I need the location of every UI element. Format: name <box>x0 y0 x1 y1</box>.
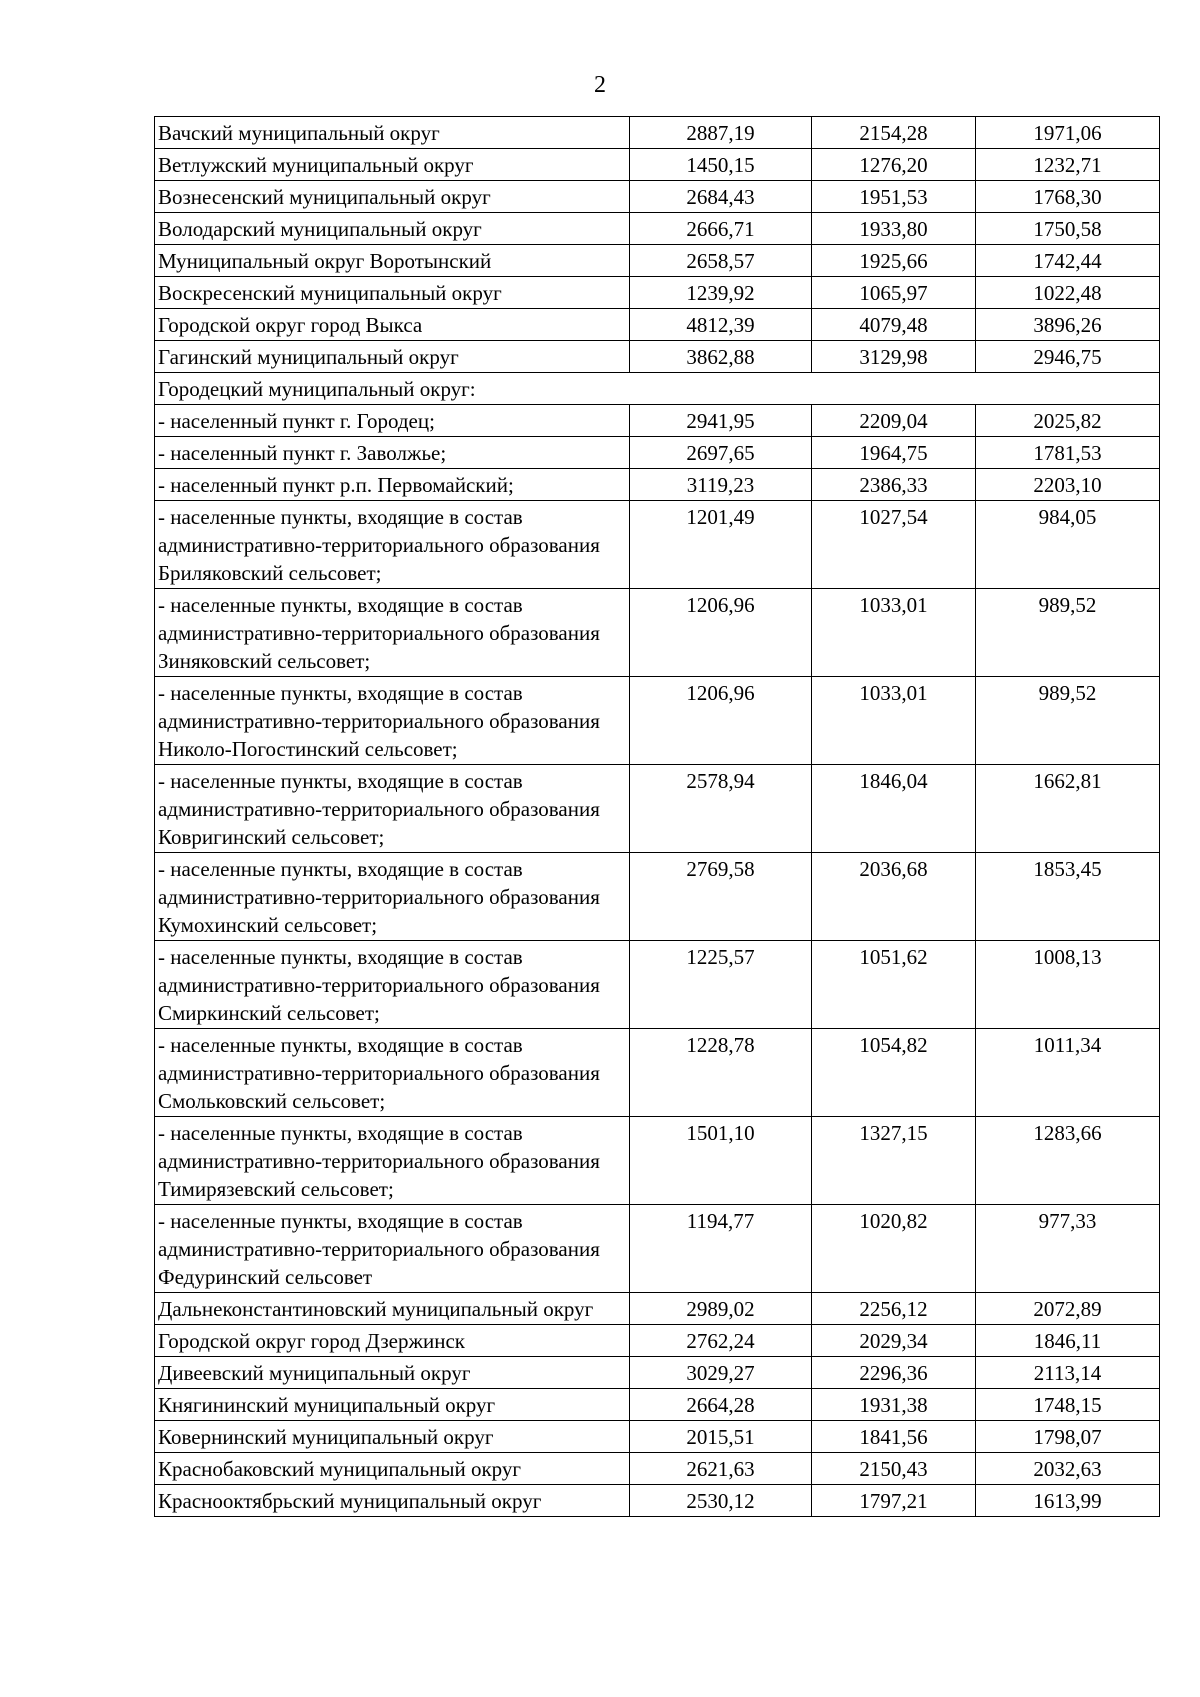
territory-name: Дивеевский муниципальный округ <box>155 1357 630 1389</box>
value-cell-2: 2386,33 <box>812 469 976 501</box>
territory-name: - населенные пункты, входящие в состав административно-территориального образования Кумохинский сельсовет; <box>155 853 630 941</box>
territory-name: - населенный пункт р.п. Первомайский; <box>155 469 630 501</box>
tariff-table <box>154 116 1160 1517</box>
value-cell-1: 2941,95 <box>630 405 812 437</box>
value-cell-1: 3119,23 <box>630 469 812 501</box>
value-cell-1: 2015,51 <box>630 1421 812 1453</box>
territory-name: - населенные пункты, входящие в состав административно-территориального образования Николо-Погостинский сельсовет; <box>155 677 630 765</box>
value-cell-3: 989,52 <box>976 677 1160 765</box>
territory-name: - населенные пункты, входящие в состав административно-территориального образования Тимирязевский сельсовет; <box>155 1117 630 1205</box>
value-cell-3: 2025,82 <box>976 405 1160 437</box>
table-row <box>155 245 1160 277</box>
territory-name: Воскресенский муниципальный округ <box>155 277 630 309</box>
value-cell-3: 2032,63 <box>976 1453 1160 1485</box>
value-cell-3: 2113,14 <box>976 1357 1160 1389</box>
table-row <box>155 469 1160 501</box>
territory-name: - населенные пункты, входящие в состав административно-территориального образования Смольковский сельсовет; <box>155 1029 630 1117</box>
value-cell-2: 4079,48 <box>812 309 976 341</box>
territory-name: - населенный пункт г. Городец; <box>155 405 630 437</box>
territory-name: Городской округ город Выкса <box>155 309 630 341</box>
value-cell-1: 1501,10 <box>630 1117 812 1205</box>
value-cell-3: 2946,75 <box>976 341 1160 373</box>
section-header-row <box>155 373 1160 405</box>
value-cell-1: 2658,57 <box>630 245 812 277</box>
value-cell-3: 984,05 <box>976 501 1160 589</box>
value-cell-1: 1225,57 <box>630 941 812 1029</box>
value-cell-3: 1853,45 <box>976 853 1160 941</box>
value-cell-2: 2256,12 <box>812 1293 976 1325</box>
value-cell-1: 1201,49 <box>630 501 812 589</box>
value-cell-2: 3129,98 <box>812 341 976 373</box>
value-cell-1: 1206,96 <box>630 677 812 765</box>
value-cell-3: 1008,13 <box>976 941 1160 1029</box>
table-row <box>155 1357 1160 1389</box>
value-cell-1: 2989,02 <box>630 1293 812 1325</box>
table-row <box>155 1293 1160 1325</box>
value-cell-3: 1971,06 <box>976 117 1160 149</box>
territory-name: Княгининский муниципальный округ <box>155 1389 630 1421</box>
value-cell-2: 1033,01 <box>812 589 976 677</box>
value-cell-3: 1750,58 <box>976 213 1160 245</box>
value-cell-2: 1931,38 <box>812 1389 976 1421</box>
value-cell-2: 1027,54 <box>812 501 976 589</box>
value-cell-1: 3862,88 <box>630 341 812 373</box>
table-row <box>155 1205 1160 1293</box>
table-row <box>155 437 1160 469</box>
page-number: 2 <box>594 72 606 98</box>
value-cell-1: 2697,65 <box>630 437 812 469</box>
table-row <box>155 941 1160 1029</box>
territory-name: Ковернинский муниципальный округ <box>155 1421 630 1453</box>
table-row <box>155 117 1160 149</box>
value-cell-2: 1951,53 <box>812 181 976 213</box>
territory-name: Городской округ город Дзержинск <box>155 1325 630 1357</box>
value-cell-2: 2036,68 <box>812 853 976 941</box>
table-row <box>155 149 1160 181</box>
table-row <box>155 405 1160 437</box>
value-cell-2: 1841,56 <box>812 1421 976 1453</box>
value-cell-1: 2621,63 <box>630 1453 812 1485</box>
territory-name: - населенные пункты, входящие в состав административно-территориального образования Смиркинский сельсовет; <box>155 941 630 1029</box>
table-row <box>155 181 1160 213</box>
table-row <box>155 589 1160 677</box>
value-cell-3: 989,52 <box>976 589 1160 677</box>
value-cell-1: 2887,19 <box>630 117 812 149</box>
table-row <box>155 341 1160 373</box>
value-cell-3: 1613,99 <box>976 1485 1160 1517</box>
value-cell-2: 1054,82 <box>812 1029 976 1117</box>
value-cell-3: 1768,30 <box>976 181 1160 213</box>
value-cell-1: 1194,77 <box>630 1205 812 1293</box>
territory-name: Гагинский муниципальный округ <box>155 341 630 373</box>
table-row <box>155 677 1160 765</box>
table-row <box>155 1485 1160 1517</box>
value-cell-2: 2154,28 <box>812 117 976 149</box>
value-cell-1: 2578,94 <box>630 765 812 853</box>
table-row <box>155 213 1160 245</box>
territory-name: Краснобаковский муниципальный округ <box>155 1453 630 1485</box>
territory-name: Дальнеконстантиновский муниципальный округ <box>155 1293 630 1325</box>
value-cell-1: 4812,39 <box>630 309 812 341</box>
territory-name: - населенные пункты, входящие в состав административно-территориального образования Бриляковский сельсовет; <box>155 501 630 589</box>
value-cell-2: 1797,21 <box>812 1485 976 1517</box>
value-cell-2: 1964,75 <box>812 437 976 469</box>
value-cell-2: 2209,04 <box>812 405 976 437</box>
value-cell-3: 1781,53 <box>976 437 1160 469</box>
section-title: Городецкий муниципальный округ: <box>155 373 1160 405</box>
table-row <box>155 1029 1160 1117</box>
value-cell-3: 1283,66 <box>976 1117 1160 1205</box>
table-row <box>155 765 1160 853</box>
value-cell-3: 1846,11 <box>976 1325 1160 1357</box>
territory-name: Вачский муниципальный округ <box>155 117 630 149</box>
territory-name: - населенные пункты, входящие в состав административно-территориального образования Зиняковский сельсовет; <box>155 589 630 677</box>
value-cell-1: 1450,15 <box>630 149 812 181</box>
value-cell-2: 1327,15 <box>812 1117 976 1205</box>
value-cell-2: 1276,20 <box>812 149 976 181</box>
value-cell-2: 1925,66 <box>812 245 976 277</box>
value-cell-1: 2762,24 <box>630 1325 812 1357</box>
territory-name: Ветлужский муниципальный округ <box>155 149 630 181</box>
value-cell-3: 1748,15 <box>976 1389 1160 1421</box>
value-cell-2: 1846,04 <box>812 765 976 853</box>
value-cell-2: 1065,97 <box>812 277 976 309</box>
value-cell-1: 2664,28 <box>630 1389 812 1421</box>
territory-name: - населенные пункты, входящие в состав административно-территориального образования Федуринский сельсовет <box>155 1205 630 1293</box>
value-cell-1: 2530,12 <box>630 1485 812 1517</box>
value-cell-1: 1239,92 <box>630 277 812 309</box>
value-cell-2: 2296,36 <box>812 1357 976 1389</box>
table-row <box>155 309 1160 341</box>
value-cell-3: 1011,34 <box>976 1029 1160 1117</box>
value-cell-3: 1662,81 <box>976 765 1160 853</box>
table-row <box>155 1117 1160 1205</box>
table-row <box>155 1453 1160 1485</box>
value-cell-1: 1206,96 <box>630 589 812 677</box>
value-cell-1: 2684,43 <box>630 181 812 213</box>
value-cell-1: 3029,27 <box>630 1357 812 1389</box>
territory-name: Вознесенский муниципальный округ <box>155 181 630 213</box>
table-row <box>155 1325 1160 1357</box>
territory-name: - населенные пункты, входящие в состав административно-территориального образования Ковригинский сельсовет; <box>155 765 630 853</box>
value-cell-2: 1033,01 <box>812 677 976 765</box>
value-cell-3: 1022,48 <box>976 277 1160 309</box>
table-row <box>155 1421 1160 1453</box>
territory-name: Муниципальный округ Воротынский <box>155 245 630 277</box>
table-row <box>155 853 1160 941</box>
value-cell-3: 1798,07 <box>976 1421 1160 1453</box>
value-cell-1: 2769,58 <box>630 853 812 941</box>
value-cell-2: 1020,82 <box>812 1205 976 1293</box>
value-cell-2: 2150,43 <box>812 1453 976 1485</box>
value-cell-2: 1933,80 <box>812 213 976 245</box>
value-cell-3: 2072,89 <box>976 1293 1160 1325</box>
value-cell-3: 977,33 <box>976 1205 1160 1293</box>
value-cell-3: 1742,44 <box>976 245 1160 277</box>
value-cell-3: 3896,26 <box>976 309 1160 341</box>
table-body <box>155 117 1160 1517</box>
value-cell-3: 1232,71 <box>976 149 1160 181</box>
table-row <box>155 501 1160 589</box>
value-cell-1: 2666,71 <box>630 213 812 245</box>
territory-name: Краснооктябрьский муниципальный округ <box>155 1485 630 1517</box>
value-cell-2: 2029,34 <box>812 1325 976 1357</box>
value-cell-1: 1228,78 <box>630 1029 812 1117</box>
territory-name: - населенный пункт г. Заволжье; <box>155 437 630 469</box>
value-cell-2: 1051,62 <box>812 941 976 1029</box>
table-row <box>155 1389 1160 1421</box>
table-row <box>155 277 1160 309</box>
territory-name: Володарский муниципальный округ <box>155 213 630 245</box>
value-cell-3: 2203,10 <box>976 469 1160 501</box>
